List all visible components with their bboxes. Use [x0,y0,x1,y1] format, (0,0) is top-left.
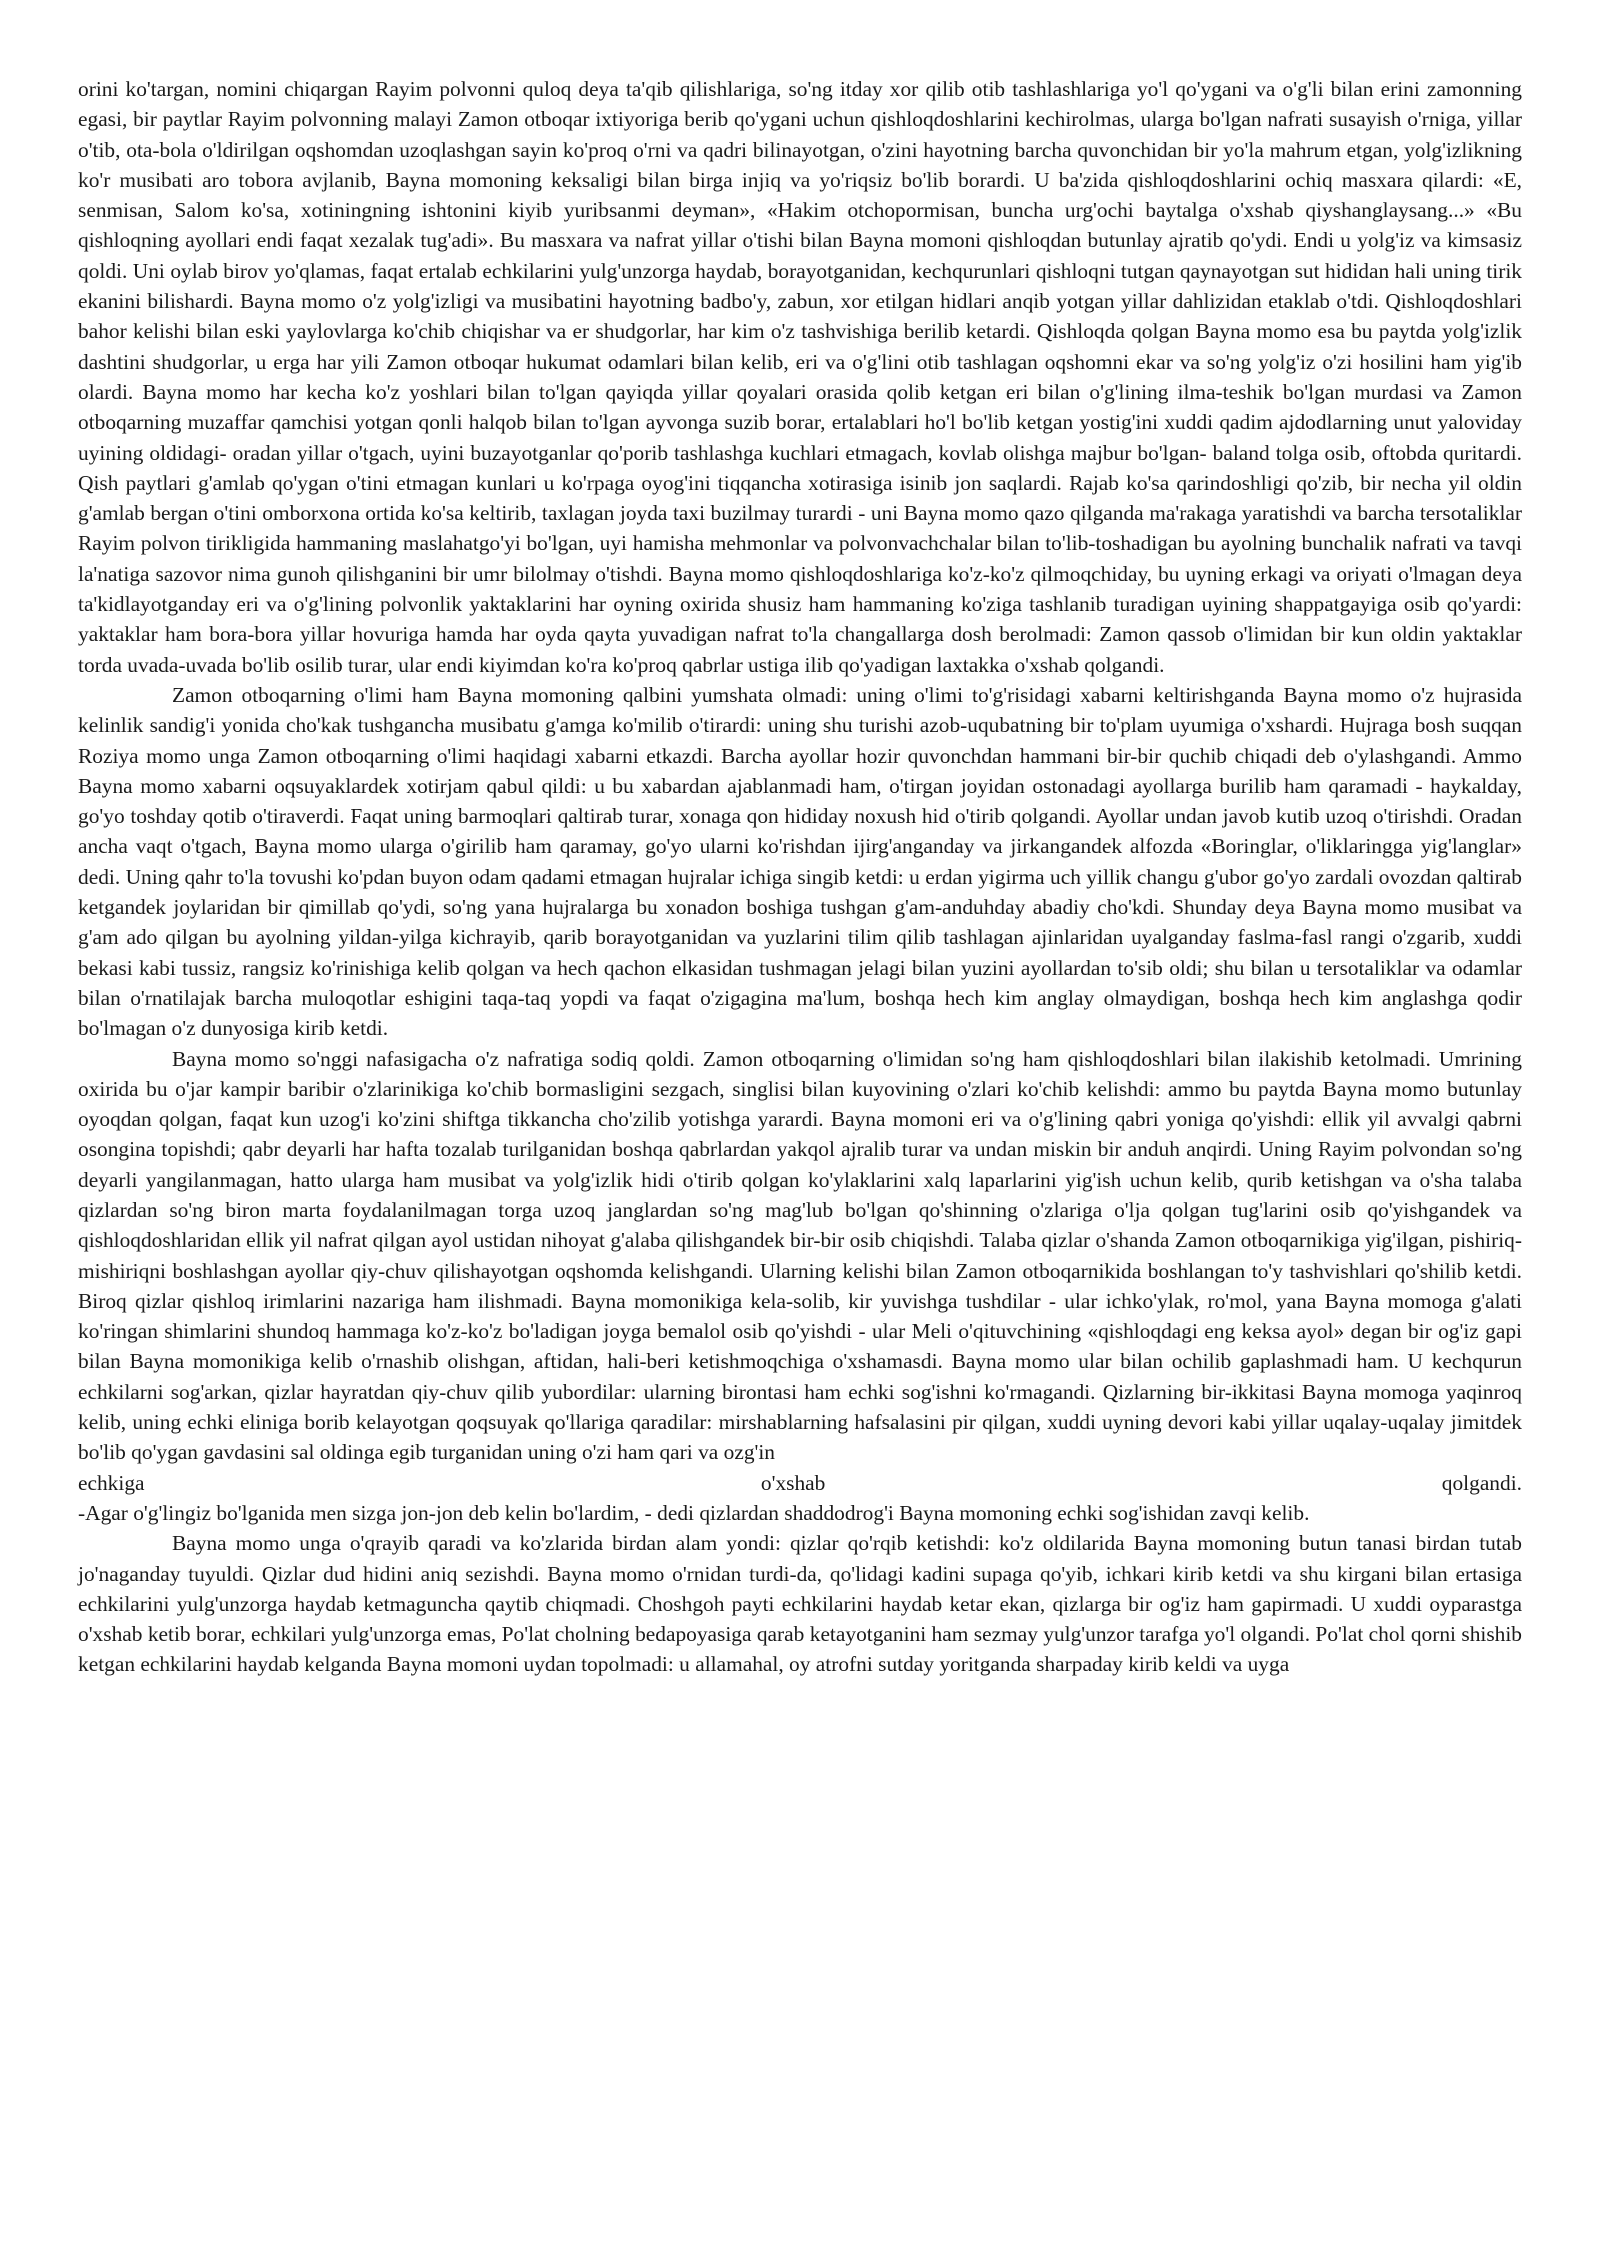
document-page [78,74,1522,1680]
paragraph-1: orini ko'targan, nomini chiqargan Rayim polvonni quloq deya ta'qib qilishlariga, so'ng itday xor qilib otib tashlashlariga yo'l qo'ygani va o'g'li bilan erini zamonning egasi, bir paytlar Rayim polvonning malayi Zamon otboqar ixtiyoriga berib qo'ygani uchun qishloqdoshlarini kechirolmas, ularga bo'lgan nafrati susayish o'rniga, yillar o'tib, ota-bola o'ldirilgan oqshomdan uzoqlashgan sayin ko'proq o'rni va qadri bilinayotgan, o'zini hayotning barcha quvonchidan bir yo'la mahrum etgan, yolg'izlikning ko'r musibati aro tobora avjlanib, Bayna momoning keksaligi bilan birga injiq va yo'riqsiz bo'lib borardi. U ba'zida qishloqdoshlarini ochiq masxara qilardi: «E, senmisan, Salom ko'sa, xotiningning ishtonini kiyib yuribsanmi deyman», «Hakim otchopormisan, buncha urg'ochi baytalga o'xshab qiyshanglaysang...» «Bu qishloqning ayollari endi faqat xezalak tug'adi». Bu masxara va nafrat yillar o'tishi bilan Bayna momoni qishloqdan butunlay ajratib qo'ydi. Endi u yolg'iz va kimsasiz qoldi. Uni oylab birov yo'qlamas, faqat ertalab echkilarini yulg'unzorga haydab, borayotganidan, kechqurunlari qishloqni tutgan qaynayotgan sut hididan hali uning tirik ekanini bilishardi. Bayna momo o'z yolg'izligi va musibatini hayotning badbo'y, zabun, xor etilgan hidlari anqib yotgan yillar dahlizidan etaklab o'tdi. Qishloqdoshlari bahor kelishi bilan eski yaylovlarga ko'chib chiqishar va er shudgorlar, har kim o'z tashvishiga berilib ketardi. Qishloqda qolgan Bayna momo esa bu paytda yolg'izlik dashtini shudgorlar, u erga har yili Zamon otboqar hukumat odamlari bilan kelib, eri va o'g'lini otib tashlagan oqshomni ekar va so'ng yolg'iz o'zi hosilini ham yig'ib olardi. Bayna momo har kecha ko'z yoshlari bilan to'lgan qayiqda yillar qoyalari orasida qolib ketgan eri bilan o'g'lining ilma-teshik bo'lgan murdasi va Zamon otboqarning muzaffar qamchisi yotgan qonli halqob bilan to'lgan ayvonga suzib borar, ertalablari ho'l bo'lib ketgan yostig'ini xuddi qadim ajdodlarning unut yaloviday uyining oldidagi- oradan yillar o'tgach, uyini buzayotganlar qo'porib tashlashga kuchlari etmagach, kovlab olishga majbur bo'lgan- baland tolga osib, oftobda quritardi. Qish paytlari g'amlab qo'ygan o'tini etmagan kunlari u ko'rpaga oyog'ini tiqqancha xotirasiga isinib jon saqlardi. Rajab ko'sa qarindoshligi qo'zib, bir necha yil oldin g'amlab bergan o'tini omborxona ortida ko'sa keltirib, taxlagan joyda taxi buzilmay turardi - uni Bayna momo qazo qilganda ma'rakaga yaratishdi va barcha tersotaliklar Rayim polvon tirikligida hammaning maslahatgo'yi bo'lgan, uyi hamisha mehmonlar va polvonvachchalar bilan to'lib-toshadigan bu ayolning bunchalik nafrati va tavqi la'natiga sazovor nima gunoh qilishganini bir umr bilolmay o'tishdi. Bayna momo qishloqdoshlariga ko'z-ko'z qilmoqchiday, bu uyning erkagi va oriyati o'lmagan deya ta'kidlayotganday eri va o'g'lining polvonlik yaktaklarini har oyning oxirida shusiz ham hammaning ko'ziga tashlanib turadigan uyining shappatgayiga osib qo'yardi: yaktaklar ham bora-bora yillar hovuriga hamda har oyda qayta yuvadigan nafrat to'la changallarga dosh berolmadi: Zamon qassob o'limidan bir kun oldin yaktaklar torda uvada-uvada bo'lib osilib turar, ular endi kiyimdan ko'ra ko'proq qabrlar ustiga ilib qo'yadigan laxtakka o'xshab qolgandi. [78,77,1522,677]
paragraph-5: Bayna momo unga o'qrayib qaradi va ko'zlarida birdan alam yondi: qizlar qo'rqib ketishdi: ko'z oldilarida Bayna momoning butun tanasi birdan tutab jo'naganday tuyuldi. Qizlar dud hidini aniq sezishdi. Bayna momo o'rnidan turdi-da, qo'lidagi kadini supaga qo'yib, ichkari kirib ketdi va shu kirgani bilan ertasiga echkilarini yulg'unzorga haydab ketmaguncha qaytib chiqmadi. Choshgoh payti echkilarini haydab ketar ekan, qizlarga bir og'iz ham gapirmadi. U xuddi oyparastga o'xshab ketib borar, echkilari yulg'unzorga emas, Po'lat cholning bedapoyasiga qarab ketayotganini ham sezmay yulg'unzor tarafga yo'l olgandi. Po'lat chol qorni shishib ketgan echkilarini haydab kelganda Bayna momoni uydan topolmadi: u allamahal, oy atrofni sutday yoritganda sharpaday kirib keldi va uyga [78,1531,1522,1677]
paragraph-3: Bayna momo so'nggi nafasigacha o'z nafratiga sodiq qoldi. Zamon otboqarning o'limidan so'ng ham qishloqdoshlari bilan ilakishib ketolmadi. Umrining oxirida bu o'jar kampir baribir o'zlarinikiga ko'chib bormasligini sezgach, singlisi bilan kuyovining o'zlari ko'chib kelishdi: ammo bu paytda Bayna momo butunlay oyoqdan qolgan, faqat kun uzog'i ko'zini shiftga tikkancha cho'zilib yotishga yarardi. Bayna momoni eri va o'g'lining qabri yoniga qo'yishdi: ellik yil avvalgi qabrni osongina topishdi; qabr deyarli har hafta tozalab turilganidan boshqa qabrlardan yakqol ajralib turar va undan miskin bir anduh anqirdi. Uning Rayim polvondan so'ng deyarli yangilanmagan, hatto ularga ham musibat va yolg'izlik hidi o'tirib qolgan ko'ylaklarini xalq laparlarini yig'ish uchun kelib, qurib ketishgan va o'sha talaba qizlardan so'ng biron marta foydalanilmagan torga uzoq janglardan so'ng mag'lub bo'lgan qo'shinning o'zlariga o'lja qolgan tug'larini osib qo'yishgandek va qishloqdoshlaridan ellik yil nafrat qilgan ayol ustidan nihoyat g'alaba qilishgandek bir-bir osib chiqishdi. Talaba qizlar o'shanda Zamon otboqarnikiga yig'ilgan, pishiriq-mishiriqni boshlashgan ayollar qiy-chuv qilishayotgan oqshomda kelishgandi. Ularning kelishi bilan Zamon otboqarnikida boshlangan to'y tashvishlari qo'shilib ketdi. Biroq qizlar qishloq irimlarini nazariga ham ilishmadi. Bayna momonikiga kela-solib, kir yuvishga tushdilar - ular ichko'ylak, ro'mol, yana Bayna momoga g'alati ko'ringan shimlarini shundoq hammaga ko'z-ko'z bo'ladigan joyga bemalol osib qo'yishdi - ular Meli o'qituvchining «qishloqdagi eng keksa ayol» degan bir og'iz gapi bilan Bayna momonikiga kelib o'rnashib olishgan, aftidan, hali-beri ketishmoqchiga o'xshamasdi. Bayna momo ular bilan ochilib gaplashmadi ham. U kechqurun echkilarni sog'arkan, qizlar hayratdan qiy-chuv qilib yubordilar: ularning birontasi ham echki sog'ishni ko'rmagandi. Qizlarning bir-ikkitasi Bayna momoga yaqinroq kelib, uning echki eliniga borib kelayotgan qoqsuyak qo'llariga qaradilar: mirshablarning hafsalasini pir qilgan, xuddi uyning devori kabi yillar uqalay-uqalay jimitdek bo'lib qo'ygan gavdasini sal oldinga egib turganidan uning o'zi ham qari va ozg'in [78,1046,1522,1465]
paragraph-3-last-line: echkiga o'xshab qolgandi. [78,1470,1522,1495]
paragraph-2: Zamon otboqarning o'limi ham Bayna momoning qalbini yumshata olmadi: uning o'limi to'g'risidagi xabarni keltirishganda Bayna momo o'z hujrasida kelinlik sandig'i yonida cho'kak tushgancha musibatu g'amga ko'milib o'tirardi: uning shu turishi azob-uqubatning bir to'plam uyumiga o'xshardi. Hujraga bosh suqqan Roziya momo unga Zamon otboqarning o'limi haqidagi xabarni etkazdi. Barcha ayollar hozir quvonchdan hammani bir-bir quchib chiqadi deb o'ylashgandi. Ammo Bayna momo xabarni oqsuyaklardek xotirjam qabul qildi: u bu xabardan ajablanmadi ham, o'tirgan joyidan ostonadagi ayollarga burilib ham qaramadi - haykalday, go'yo toshday qotib o'tiraverdi. Faqat uning barmoqlari qaltirab turar, xonaga qon hididay noxush hid o'tirib qolgandi. Ayollar undan javob kutib uzoq o'tirishdi. Oradan ancha vaqt o'tgach, Bayna momo ularga o'girilib ham qaramay, go'yo ularni ko'rishdan ijirg'anganday va jirkangandek alfozda «Boringlar, o'liklaringga yig'langlar» dedi. Uning qahr to'la tovushi ko'pdan buyon odam qadami etmagan hujralar ichiga singib ketdi: u erdan yigirma uch yillik changu g'ubor go'yo zardali ovozdan qaltirab ketgandek joylaridan bir qimillab qo'ydi, so'ng yana hujralarga bu xonadon boshiga tushgan g'am-anduhday abadiy cho'kdi. Shunday deya Bayna momo musibat va g'am ado qilgan bu ayolning yildan-yilga kichrayib, qarib borayotganidan va yuzlarini tilim qilib tashlagan ajinlaridan uyalganday faslma-fasl rangi o'zgarib, xuddi bekasi kabi tussiz, rangsiz ko'rinishiga kelib qolgan va hech qachon elkasidan tushmagan jelagi bilan yuzini ayollardan to'sib oldi; shu bilan u tersotaliklar va odamlar bilan o'rnatilajak barcha muloqotlar eshigini taqa-taq yopdi va faqat o'zigagina ma'lum, boshqa hech kim anglay olmaydigan, boshqa hech kim anglashga qodir bo'lmagan o'z dunyosiga kirib ketdi. [78,682,1522,1041]
paragraph-4-dialogue: -Agar o'g'lingiz bo'lganida men sizga jon-jon deb kelin bo'lardim, - dedi qizlardan shaddodrog'i Bayna momoning echki sog'ishidan zavqi kelib. [78,1500,1310,1525]
